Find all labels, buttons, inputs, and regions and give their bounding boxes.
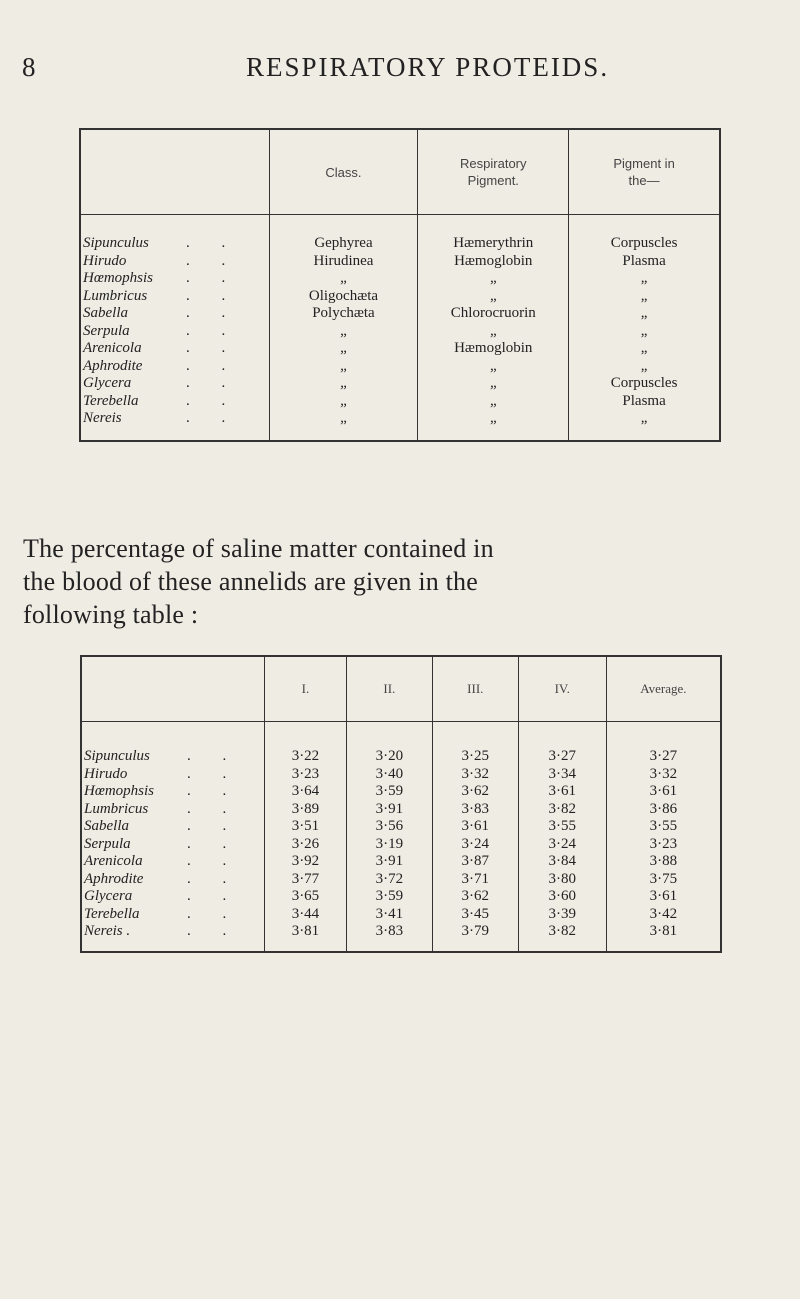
respiratory-pigment-table xyxy=(79,128,721,442)
species-name: Serpula xyxy=(84,835,131,852)
class-value: Hirudinea xyxy=(313,252,374,269)
location-value: „ xyxy=(640,322,648,339)
location-value: Corpuscles xyxy=(610,375,678,391)
value-cell: 3·32 xyxy=(649,765,678,782)
class-value: „ xyxy=(340,357,347,374)
value-cell: 3·55 xyxy=(649,818,678,834)
value-cell: 3·40 xyxy=(375,765,404,782)
value-cell: 3·65 xyxy=(291,888,320,904)
value-cell: 3·92 xyxy=(291,853,320,869)
value-cell: 3·83 xyxy=(461,800,490,817)
header-cell-average: Average. xyxy=(606,656,721,722)
value-cell: 3·27 xyxy=(649,748,678,764)
species-name: Hœmophsis xyxy=(83,270,154,286)
species-name-row xyxy=(82,748,264,766)
location-value: „ xyxy=(640,357,648,374)
species-name: Terebella xyxy=(84,905,140,922)
running-title: RESPIRATORY PROTEIDS. xyxy=(246,52,610,82)
class-column xyxy=(269,215,418,441)
pigment-value: „ xyxy=(489,375,497,391)
value-cell: 3·81 xyxy=(649,923,678,939)
species-name-row xyxy=(81,358,269,376)
column-average xyxy=(606,722,721,952)
species-name-row xyxy=(82,853,264,871)
value-cell: 3·82 xyxy=(548,800,576,817)
header-cell-iv: IV. xyxy=(518,656,606,722)
species-name: Glycera xyxy=(83,375,132,391)
species-name-row xyxy=(81,393,269,411)
value-cell: 3·55 xyxy=(548,818,576,834)
species-name: Nereis xyxy=(83,410,122,426)
species-name-row xyxy=(81,305,269,323)
column-i xyxy=(265,722,347,952)
page-number: 8 xyxy=(22,52,37,82)
class-value: Polychæta xyxy=(312,305,375,321)
leader-dots: . . xyxy=(186,340,240,356)
value-cell: 3·22 xyxy=(291,748,320,764)
species-name: Lumbricus xyxy=(83,287,148,304)
page-header xyxy=(0,52,800,92)
header-cell-location xyxy=(569,129,720,215)
location-value: Plasma xyxy=(622,392,666,409)
pigment-value: „ xyxy=(489,357,497,374)
header-location-label: Pigment in the— xyxy=(613,156,675,188)
species-name-row xyxy=(81,340,269,358)
value-cell: 3·91 xyxy=(375,800,404,817)
header-cell-empty xyxy=(81,656,265,722)
species-name: Sipunculus xyxy=(84,748,150,764)
species-name-row xyxy=(82,836,264,854)
class-value: „ xyxy=(340,322,347,339)
value-cell: 3·62 xyxy=(461,783,490,799)
species-name: Hirudo xyxy=(83,252,127,269)
pigment-value: Chlorocruorin xyxy=(450,305,536,321)
species-name-row xyxy=(81,323,269,341)
value-cell: 3·41 xyxy=(375,905,404,922)
value-cell: 3·61 xyxy=(548,783,576,799)
species-name: Sabella xyxy=(83,305,128,321)
leader-dots: . . xyxy=(186,270,240,286)
location-value: „ xyxy=(640,270,648,286)
column-iii xyxy=(432,722,518,952)
leader-dots: . . xyxy=(187,783,241,799)
species-name: Aphrodite xyxy=(83,357,143,374)
value-cell: 3·23 xyxy=(291,765,320,782)
leader-dots: . . xyxy=(186,375,240,391)
value-cell: 3·24 xyxy=(548,835,576,852)
value-cell: 3·39 xyxy=(548,905,576,922)
value-cell: 3·19 xyxy=(375,835,404,852)
saline-percentage-table xyxy=(80,655,722,953)
paragraph-line: following table : xyxy=(23,600,199,629)
value-cell: 3·64 xyxy=(291,783,320,799)
leader-dots: . . xyxy=(186,287,240,304)
value-cell: 3·59 xyxy=(375,888,404,904)
species-name-row xyxy=(82,818,264,836)
leader-dots: . . xyxy=(187,870,241,887)
species-name-row xyxy=(82,766,264,784)
value-cell: 3·56 xyxy=(375,818,404,834)
value-cell: 3·71 xyxy=(461,870,490,887)
value-cell: 3·61 xyxy=(461,818,490,834)
value-cell: 3·91 xyxy=(375,853,404,869)
leader-dots: . . xyxy=(187,818,241,834)
species-name: Terebella xyxy=(83,392,139,409)
location-column xyxy=(569,215,720,441)
value-cell: 3·51 xyxy=(291,818,320,834)
species-name-row xyxy=(81,288,269,306)
leader-dots: . . xyxy=(187,748,241,764)
location-value: „ xyxy=(640,305,648,321)
leader-dots: . . xyxy=(186,392,240,409)
value-cell: 3·81 xyxy=(291,923,320,939)
class-value: Oligochæta xyxy=(308,287,379,304)
species-name-row xyxy=(82,871,264,889)
value-cell: 3·25 xyxy=(461,748,490,764)
value-cell: 3·77 xyxy=(291,870,320,887)
value-cell: 3·45 xyxy=(461,905,490,922)
class-value: „ xyxy=(340,392,347,409)
pigment-value: „ xyxy=(489,392,497,409)
pigment-column xyxy=(418,215,569,441)
species-name-row xyxy=(81,410,269,428)
value-cell: 3·82 xyxy=(548,923,576,939)
species-name-row xyxy=(81,235,269,253)
paragraph-line: The percentage of saline matter contained in xyxy=(23,534,494,563)
location-value: „ xyxy=(640,410,648,426)
value-cell: 3·59 xyxy=(375,783,404,799)
location-value: Corpuscles xyxy=(610,235,678,251)
leader-dots: . . xyxy=(187,765,241,782)
species-column xyxy=(80,215,269,441)
leader-dots: . . xyxy=(187,905,241,922)
leader-dots: . . xyxy=(187,923,241,939)
header-cell-ii: II. xyxy=(346,656,432,722)
value-cell: 3·26 xyxy=(291,835,320,852)
species-name-row xyxy=(82,906,264,924)
value-cell: 3·42 xyxy=(649,905,678,922)
species-name-row xyxy=(82,923,264,941)
pigment-value: Hæmoglobin xyxy=(454,340,533,356)
value-cell: 3·61 xyxy=(649,783,678,799)
value-cell: 3·34 xyxy=(548,765,576,782)
value-cell: 3·89 xyxy=(291,800,320,817)
species-name: Nereis . xyxy=(84,923,131,939)
table-body-row xyxy=(81,722,721,952)
column-ii xyxy=(346,722,432,952)
pigment-value: „ xyxy=(489,322,497,339)
table-body-row xyxy=(80,215,720,441)
header-pigment-label: Respiratory Pigment. xyxy=(460,156,527,188)
species-name: Glycera xyxy=(84,888,133,904)
header-cell-class: Class. xyxy=(269,129,418,215)
species-name-row xyxy=(82,801,264,819)
species-column xyxy=(81,722,265,952)
species-name: Hœmophsis xyxy=(84,783,155,799)
value-cell: 3·32 xyxy=(461,765,490,782)
leader-dots: . . xyxy=(186,305,240,321)
class-value: „ xyxy=(340,410,347,426)
leader-dots: . . xyxy=(186,252,240,269)
species-name: Hirudo xyxy=(84,765,128,782)
leader-dots: . . xyxy=(187,835,241,852)
pigment-value: Hæmerythrin xyxy=(453,235,534,251)
body-paragraph xyxy=(23,532,783,631)
location-value: „ xyxy=(640,287,648,304)
class-value: „ xyxy=(340,270,347,286)
value-cell: 3·60 xyxy=(548,888,576,904)
value-cell: 3·20 xyxy=(375,748,404,764)
species-name: Serpula xyxy=(83,322,130,339)
leader-dots: . . xyxy=(186,322,240,339)
pigment-value: Hæmoglobin xyxy=(454,252,533,269)
class-value: „ xyxy=(340,375,347,391)
paragraph-line: the blood of these annelids are given in the xyxy=(23,567,479,596)
table-header-row xyxy=(81,656,721,722)
species-name: Aphrodite xyxy=(84,870,144,887)
species-name: Arenicola xyxy=(83,340,142,356)
species-name: Arenicola xyxy=(84,853,143,869)
value-cell: 3·27 xyxy=(548,748,576,764)
leader-dots: . . xyxy=(187,800,241,817)
column-iv xyxy=(518,722,606,952)
value-cell: 3·72 xyxy=(375,870,404,887)
species-name-row xyxy=(81,253,269,271)
species-name-row xyxy=(81,375,269,393)
value-cell: 3·88 xyxy=(649,853,678,869)
species-name: Sipunculus xyxy=(83,235,149,251)
value-cell: 3·61 xyxy=(649,888,678,904)
class-value: Gephyrea xyxy=(314,235,373,251)
pigment-value: „ xyxy=(489,410,497,426)
value-cell: 3·75 xyxy=(649,870,678,887)
location-value: „ xyxy=(640,340,648,356)
value-cell: 3·44 xyxy=(291,905,320,922)
pigment-value: „ xyxy=(489,270,497,286)
leader-dots: . . xyxy=(187,853,241,869)
header-cell-iii: III. xyxy=(432,656,518,722)
header-cell-pigment xyxy=(418,129,569,215)
value-cell: 3·23 xyxy=(649,835,678,852)
species-name-row xyxy=(82,783,264,801)
species-name: Lumbricus xyxy=(84,800,149,817)
pigment-value: „ xyxy=(489,287,497,304)
header-cell-i: I. xyxy=(265,656,347,722)
species-name-row xyxy=(81,270,269,288)
value-cell: 3·84 xyxy=(548,853,576,869)
leader-dots: . . xyxy=(186,235,240,251)
species-name: Sabella xyxy=(84,818,129,834)
leader-dots: . . xyxy=(186,357,240,374)
value-cell: 3·24 xyxy=(461,835,490,852)
header-cell-empty xyxy=(80,129,269,215)
location-value: Plasma xyxy=(622,252,666,269)
table-header-row xyxy=(80,129,720,215)
value-cell: 3·62 xyxy=(461,888,490,904)
value-cell: 3·83 xyxy=(375,923,404,939)
value-cell: 3·80 xyxy=(548,870,576,887)
value-cell: 3·86 xyxy=(649,800,678,817)
value-cell: 3·87 xyxy=(461,853,490,869)
class-value: „ xyxy=(340,340,347,356)
leader-dots: . . xyxy=(186,410,240,426)
species-name-row xyxy=(82,888,264,906)
value-cell: 3·79 xyxy=(461,923,490,939)
leader-dots: . . xyxy=(187,888,241,904)
